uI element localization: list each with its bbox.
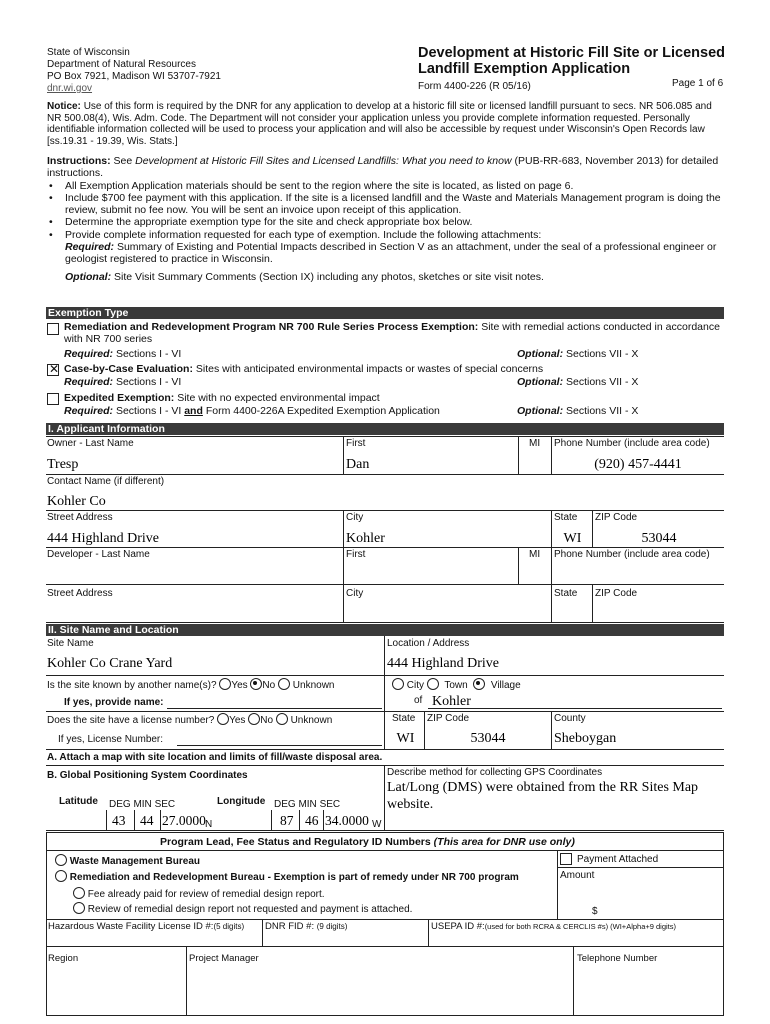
not-requested-radio[interactable] (73, 902, 85, 914)
license-no-radio[interactable] (248, 713, 260, 725)
developer-zip-label: ZIP Code (595, 588, 638, 599)
radio-label: Yes (231, 680, 248, 691)
owner-first-name-label: First (346, 438, 366, 449)
exemption-required (64, 348, 181, 360)
developer-street-label: Street Address (47, 588, 113, 599)
other-name-unknown-radio[interactable] (278, 678, 290, 690)
site-section-header: II. Site Name and Location (46, 624, 724, 636)
license-question-text: Does the site have a license number? (47, 715, 215, 726)
radio-label: Unknown (290, 715, 333, 726)
waste-bureau-label: Waste Management Bureau (69, 856, 200, 867)
rr-bureau-radio[interactable] (55, 870, 67, 882)
site-state-field[interactable]: WI (396, 731, 415, 746)
other-name-question (47, 678, 334, 691)
radio-label: City (406, 680, 425, 691)
radio-label: Village (490, 680, 521, 691)
required-sections: Sections I - VI (115, 348, 182, 360)
exemption-optional (517, 405, 638, 417)
other-name-input-line[interactable] (167, 708, 382, 709)
site-name-field[interactable]: Kohler Co Crane Yard (47, 656, 173, 671)
city-field[interactable]: Kohler (346, 531, 385, 546)
required-label: Required: (64, 405, 114, 417)
fee-paid-radio[interactable] (73, 887, 85, 899)
rr-bureau-label: Remediation and Redevelopment Bureau - Exemption is part of remedy under NR 700 program (69, 872, 519, 883)
required-text: Summary of Existing and Potential Impacts described in Section V as an attachment, under the seal of a professional engineer or geologist registered to practice in Wisconsin. (65, 241, 717, 266)
license-yes-radio[interactable] (217, 713, 229, 725)
street-address-field[interactable]: 444 Highland Drive (47, 531, 159, 546)
county-label: County (554, 713, 586, 724)
town-radio[interactable] (427, 678, 439, 690)
instructions-label: Instructions: (47, 155, 111, 167)
lat-direction: N (205, 819, 213, 830)
license-question (47, 713, 332, 726)
instruction-item (47, 229, 723, 266)
exemption-optional (517, 348, 638, 360)
zip-label: ZIP Code (595, 512, 638, 523)
optional-sections: Sections VII - X (566, 405, 639, 417)
of-label: of (414, 695, 423, 706)
instruction-item-text: Provide complete information requested for each type of exemption. Include the following attachments: (65, 228, 542, 241)
required-label: Required: (65, 241, 115, 254)
optional-label: Optional: (65, 270, 112, 283)
exemption-option-expedited (64, 392, 380, 404)
instruction-item: • All Exemption Application materials should be sent to the region where the site is located, as listed on page 6. (47, 180, 723, 192)
contact-name-label: Contact Name (if different) (47, 476, 165, 487)
case-by-case-checkbox[interactable] (47, 364, 59, 376)
street-address-label: Street Address (47, 512, 113, 523)
developer-city-label: City (346, 588, 364, 599)
required-label: Required: (64, 376, 114, 388)
lon-deg-field[interactable]: 87 (280, 813, 294, 828)
sec-label: SEC (319, 799, 341, 810)
dnr-fid-field[interactable] (265, 921, 347, 932)
optional-label: Optional: (517, 376, 564, 388)
developer-phone-label: Phone Number (include area code) (554, 549, 710, 560)
instructions-doc-title: Development at Historic Fill Sites and Licensed Landfills: What you need to know (135, 155, 512, 167)
usepa-label: USEPA ID #: (431, 921, 485, 932)
lon-sec-field[interactable]: 34.0000 (325, 813, 369, 828)
zip-field[interactable]: 53044 (641, 531, 677, 546)
municipality-field[interactable]: Kohler (432, 694, 471, 709)
village-radio[interactable] (473, 678, 485, 690)
dollar-sign: $ (592, 906, 598, 917)
owner-phone-field[interactable]: (920) 457-4441 (594, 457, 682, 472)
exemption-option-title: Remediation and Redevelopment Program NR 700 Rule Series Process Exemption: (64, 321, 479, 333)
exemption-option-desc: Site with remedial actions conducted in accordance with NR 700 series (64, 321, 720, 345)
owner-first-name-field[interactable]: Dan (346, 457, 370, 472)
exemption-option-desc: Sites with anticipated environmental impacts or wastes of special concerns (195, 363, 544, 375)
checkmark-x-icon: ✕ (49, 362, 60, 376)
project-manager-label: Project Manager (189, 953, 259, 964)
other-name-yes-radio[interactable] (219, 678, 231, 690)
optional-text: Site Visit Summary Comments (Section IX) including any photos, sketches or site visit notes. (114, 270, 544, 283)
required-form: Form 4400-226A Expedited Exemption Application (205, 405, 440, 417)
gps-method-label: Describe method for collecting GPS Coordinates (387, 767, 603, 778)
developer-state-label: State (554, 588, 578, 599)
exemption-option-desc: Site with no expected environmental impact (177, 392, 380, 404)
exemption-required (64, 376, 181, 388)
radio-label: Yes (229, 715, 246, 726)
notice-paragraph (47, 101, 723, 147)
usepa-id-field[interactable] (431, 921, 676, 932)
city-label: City (346, 512, 364, 523)
exemption-optional (517, 376, 638, 388)
other-name-question-text: Is the site known by another name(s)? (47, 680, 217, 691)
rr-bureau-option (55, 870, 519, 883)
radio-label: Unknown (292, 680, 335, 691)
region-label: Region (48, 953, 79, 964)
county-field[interactable]: Sheboygan (554, 731, 617, 746)
deg-label: DEG (274, 799, 296, 810)
gps-method-field[interactable]: Lat/Long (DMS) were obtained from the RR Sites Map website. (387, 780, 699, 812)
required-sections: Sections I - VI (115, 405, 182, 417)
usepa-note: (used for both RCRA & CERCLIS #s) (WI+Alpha+9 digits) (484, 922, 677, 931)
waste-bureau-radio[interactable] (55, 854, 67, 866)
payment-attached-checkbox[interactable] (560, 853, 572, 865)
instructions-post: (PUB-RR-683, November 2013) for detailed instructions. (47, 155, 719, 180)
required-label: Required: (64, 348, 114, 360)
remediation-exemption-checkbox[interactable] (47, 323, 59, 335)
optional-label: Optional: (517, 405, 564, 417)
radio-label: Town (444, 680, 468, 691)
radio-label: No (262, 680, 276, 691)
required-sections: Sections I - VI (115, 376, 182, 388)
agency-website-link[interactable]: dnr.wi.gov (47, 83, 93, 94)
form-title-line2: Landfill Exemption Application (418, 61, 631, 77)
dnr-fid-label: DNR FID #: (265, 921, 315, 932)
dnr-fid-note: (9 digits) (316, 922, 348, 931)
program-lead-header (160, 836, 575, 848)
instructions-intro (47, 155, 723, 180)
program-lead-title: Program Lead, Fee Status and Regulatory ID Numbers (160, 836, 431, 848)
longitude-label: Longitude (217, 796, 266, 807)
not-requested-option (73, 902, 412, 915)
form-title (418, 45, 725, 77)
required-and: and (184, 405, 203, 417)
lat-unit-labels (109, 799, 175, 810)
owner-phone-label: Phone Number (include area code) (554, 438, 710, 449)
radio-label: No (260, 715, 274, 726)
lat-sec-field[interactable]: 27.0000 (162, 813, 206, 828)
fee-paid-option (73, 887, 325, 900)
lat-deg-field[interactable]: 43 (112, 813, 126, 828)
developer-last-name-label: Developer - Last Name (47, 549, 150, 560)
notice-text: Use of this form is required by the DNR for any application to develop at a historic fill site or licensed landfill pursuant to secs. NR 506.085 and NR 500.08(4), Wis. Adm. Code. The Department will not consider your application unless you provide complete information requested. Personally identifiable information collected will be used to process your application and will also be accessible by request under Wisconsin's Open Records law [ss.19.31 - 19.39, Wis. Stats.] (47, 101, 712, 147)
waste-bureau-option (55, 854, 200, 867)
instructions-list (47, 180, 723, 266)
map-instruction: A. Attach a map with site location and limits of fill/waste disposal area. (47, 752, 383, 763)
owner-last-name-field[interactable]: Tresp (47, 457, 79, 472)
amount-label: Amount (560, 870, 595, 881)
optional-attachments (47, 271, 723, 283)
if-yes-license-label: If yes, License Number: (58, 734, 164, 745)
page-number: Page 1 of 6 (672, 78, 724, 89)
exemption-section-header: Exemption Type (46, 307, 724, 319)
lon-min-field[interactable]: 46 (305, 813, 319, 828)
city-radio[interactable] (392, 678, 404, 690)
agency-block (47, 47, 221, 95)
agency-department: Department of Natural Resources (47, 59, 196, 70)
hw-license-note: (5 digits) (213, 922, 245, 931)
location-label: Location / Address (387, 638, 470, 649)
form-number: Form 4400-226 (R 05/16) (418, 81, 531, 92)
lat-min-field[interactable]: 44 (140, 813, 154, 828)
exemption-option-remediation (64, 322, 724, 345)
instructions-block (47, 155, 723, 283)
hw-license-label: Hazardous Waste Facility License ID #: (48, 921, 214, 932)
instructions-pre: See (113, 155, 133, 167)
optional-label: Optional: (517, 348, 564, 360)
optional-sections: Sections VII - X (566, 348, 639, 360)
instruction-item: • Include $700 fee payment with this application. If the site is a licensed landfill and the Waste and Materials Management program is doing the review, submit no fee now. You will be sent an invoice upon receipt of this application. (47, 192, 723, 217)
exemption-required (64, 405, 440, 417)
payment-attached-label: Payment Attached (577, 854, 659, 865)
site-name-label: Site Name (47, 638, 94, 649)
gps-header: B. Global Positioning System Coordinates (47, 770, 248, 781)
owner-last-name-label: Owner - Last Name (47, 438, 134, 449)
exemption-option-case-by-case (64, 363, 543, 375)
license-number-input-line[interactable] (177, 745, 382, 746)
instruction-item: • Determine the appropriate exemption type for the site and check appropriate box below. (47, 216, 723, 228)
municipality-type (392, 678, 521, 691)
agency-state: State of Wisconsin (47, 47, 130, 58)
site-zip-label: ZIP Code (427, 713, 470, 724)
license-unknown-radio[interactable] (276, 713, 288, 725)
notice-label: Notice: (47, 101, 81, 112)
owner-mi-label: MI (529, 438, 541, 449)
fee-paid-label: Fee already paid for review of remedial design report. (87, 889, 325, 900)
location-field[interactable]: 444 Highland Drive (387, 656, 499, 671)
state-label: State (554, 512, 578, 523)
exemption-option-title: Case-by-Case Evaluation: (64, 363, 193, 375)
state-field[interactable]: WI (563, 531, 582, 546)
form-title-line1: Development at Historic Fill Site or Licensed (418, 45, 725, 61)
exemption-option-title: Expedited Exemption: (64, 392, 175, 404)
min-label: MIN (133, 799, 152, 810)
program-lead-note: (This area for DNR use only) (433, 836, 575, 848)
lon-unit-labels (274, 799, 340, 810)
applicant-section-header: I. Applicant Information (46, 423, 724, 435)
site-state-label: State (392, 713, 416, 724)
latitude-label: Latitude (59, 796, 98, 807)
optional-sections: Sections VII - X (566, 376, 639, 388)
other-name-no-radio[interactable] (250, 678, 262, 690)
lon-direction: W (372, 819, 382, 830)
telephone-label: Telephone Number (577, 953, 658, 964)
developer-first-name-label: First (346, 549, 366, 560)
contact-name-field[interactable]: Kohler Co (47, 494, 106, 509)
deg-label: DEG (109, 799, 131, 810)
not-requested-label: Review of remedial design report not requested and payment is attached. (87, 904, 413, 915)
hw-license-field[interactable] (48, 921, 244, 932)
if-yes-name-label: If yes, provide name: (64, 697, 164, 708)
sec-label: SEC (154, 799, 176, 810)
developer-mi-label: MI (529, 549, 541, 560)
agency-address: PO Box 7921, Madison WI 53707-7921 (47, 71, 221, 82)
site-zip-field[interactable]: 53044 (470, 731, 506, 746)
expedited-exemption-checkbox[interactable] (47, 393, 59, 405)
min-label: MIN (298, 799, 317, 810)
